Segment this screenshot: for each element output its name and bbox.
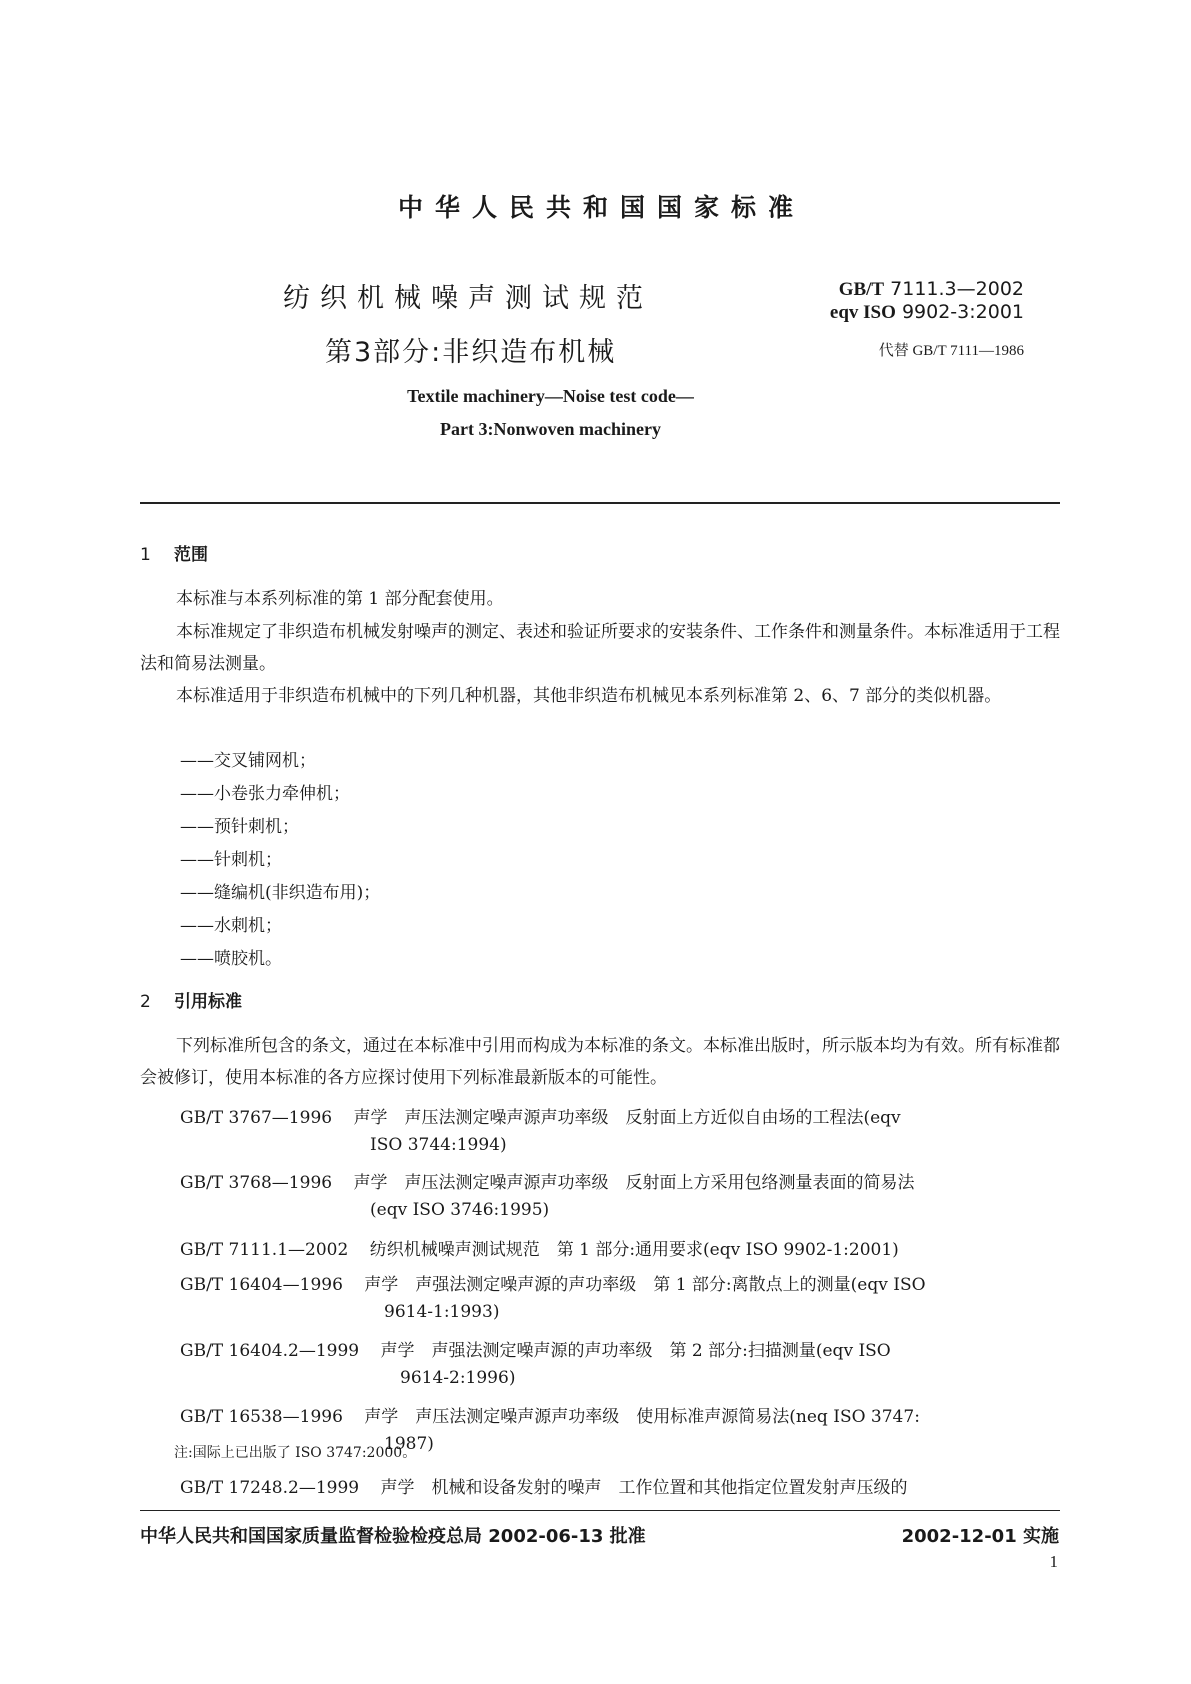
reference-title: 声学 声强法测定噪声源的声功率级 第 2 部分:扫描测量(eqv ISO xyxy=(380,1341,891,1361)
national-standard-heading: 中华人民共和国国家标准 xyxy=(397,193,805,222)
footer-divider xyxy=(140,1510,1060,1511)
list-item: ——缝编机(非织造布用)； xyxy=(180,883,381,903)
reference-title: 声学 声强法测定噪声源的声功率级 第 1 部分:离散点上的测量(eqv ISO xyxy=(364,1275,926,1295)
reference-title: 纺织机械噪声测试规范 第 1 部分:通用要求(eqv ISO 9902-1:2001) xyxy=(369,1240,899,1260)
section-1-number: 1 xyxy=(140,545,151,565)
reference-entry xyxy=(180,1168,914,1193)
section-1-heading xyxy=(140,540,208,565)
reference-code: GB/T 3768—1996 xyxy=(180,1173,333,1193)
standard-code-label: GB/T xyxy=(838,279,885,300)
reference-code: GB/T 17248.2—1999 xyxy=(180,1478,360,1498)
page-number: 1 xyxy=(1049,1552,1058,1571)
reference-entry xyxy=(180,1402,920,1427)
section-2-paragraph: 下列标准所包含的条文，通过在本标准中引用而构成为本标准的条文。本标准出版时，所示版本均为有效。所有标准都会被修订，使用本标准的各方应探讨使用下列标准最新版本的可能性。 xyxy=(140,1036,1060,1088)
equivalent-iso-label: eqv ISO xyxy=(829,302,896,323)
reference-code: GB/T 7111.1—2002 xyxy=(180,1240,349,1260)
reference-code: GB/T 3767—1996 xyxy=(180,1108,333,1128)
reference-continuation: (eqv ISO 3746:1995) xyxy=(370,1200,550,1220)
reference-continuation: 9614-1:1993) xyxy=(384,1302,500,1322)
reference-code: GB/T 16538—1996 xyxy=(180,1407,343,1427)
reference-continuation: ISO 3744:1994) xyxy=(370,1135,507,1155)
reference-continuation: 9614-2:1996) xyxy=(400,1368,516,1388)
equivalent-iso-number: 9902-3:2001 xyxy=(901,301,1024,323)
reference-continuation: 1987) xyxy=(384,1434,434,1454)
reference-entry xyxy=(180,1473,908,1498)
section-2-number: 2 xyxy=(140,992,151,1012)
standard-code-number: 7111.3—2002 xyxy=(890,278,1024,300)
reference-title: 声学 声压法测定噪声源声功率级 反射面上方采用包络测量表面的简易法 xyxy=(353,1173,915,1193)
reference-code: GB/T 16404.2—1999 xyxy=(180,1341,360,1361)
section-1-paragraph-2: 本标准规定了非织造布机械发射噪声的测定、表述和验证所要求的安装条件、工作条件和测量条件。本标准适用于工程法和简易法测量。 xyxy=(140,622,1060,674)
title-chinese-line1: 纺织机械噪声测试规范 xyxy=(283,283,653,314)
reference-entry xyxy=(180,1336,891,1361)
list-item: ——预针刺机； xyxy=(180,817,299,837)
section-1-title: 范围 xyxy=(174,545,208,565)
list-item: ——交叉铺网机； xyxy=(180,751,316,771)
header-divider xyxy=(140,502,1060,504)
reference-entry xyxy=(180,1270,926,1295)
section-2-heading xyxy=(140,987,242,1012)
list-item: ——喷胶机。 xyxy=(180,949,282,969)
approval-statement: 中华人民共和国国家质量监督检验检疫总局 2002-06-13 批准 xyxy=(140,1526,646,1547)
reference-title: 声学 声压法测定噪声源声功率级 使用标准声源简易法(neq ISO 3747: xyxy=(364,1407,920,1427)
section-1-paragraph-3: 本标准适用于非织造布机械中的下列几种机器，其他非织造布机械见本系列标准第 2、6、7 部分的类似机器。 xyxy=(176,686,1002,706)
implementation-date: 2002-12-01 实施 xyxy=(901,1526,1059,1547)
note: 注:国际上已出版了 ISO 3747:2000。 xyxy=(174,1445,417,1461)
equivalent-iso-code xyxy=(830,301,1024,324)
list-item: ——小卷张力牵伸机； xyxy=(180,784,350,804)
list-item: ——针刺机； xyxy=(180,850,282,870)
replaces-standard: 代替 GB/T 7111—1986 xyxy=(878,343,1024,359)
reference-title: 声学 声压法测定噪声源声功率级 反射面上方近似自由场的工程法(eqv xyxy=(353,1108,901,1128)
section-2-title: 引用标准 xyxy=(174,992,242,1012)
standard-code xyxy=(839,278,1024,301)
section-1-paragraph-1: 本标准与本系列标准的第 1 部分配套使用。 xyxy=(176,589,504,609)
title-chinese-line2: 第3部分:非织造布机械 xyxy=(325,337,617,368)
reference-title: 声学 机械和设备发射的噪声 工作位置和其他指定位置发射声压级的 xyxy=(380,1478,908,1498)
title-english-line2: Part 3:Nonwoven machinery xyxy=(440,419,661,439)
reference-entry xyxy=(180,1103,901,1128)
reference-entry xyxy=(180,1235,899,1260)
title-english-line1: Textile machinery—Noise test code— xyxy=(407,386,694,406)
list-item: ——水刺机； xyxy=(180,916,282,936)
reference-code: GB/T 16404—1996 xyxy=(180,1275,343,1295)
